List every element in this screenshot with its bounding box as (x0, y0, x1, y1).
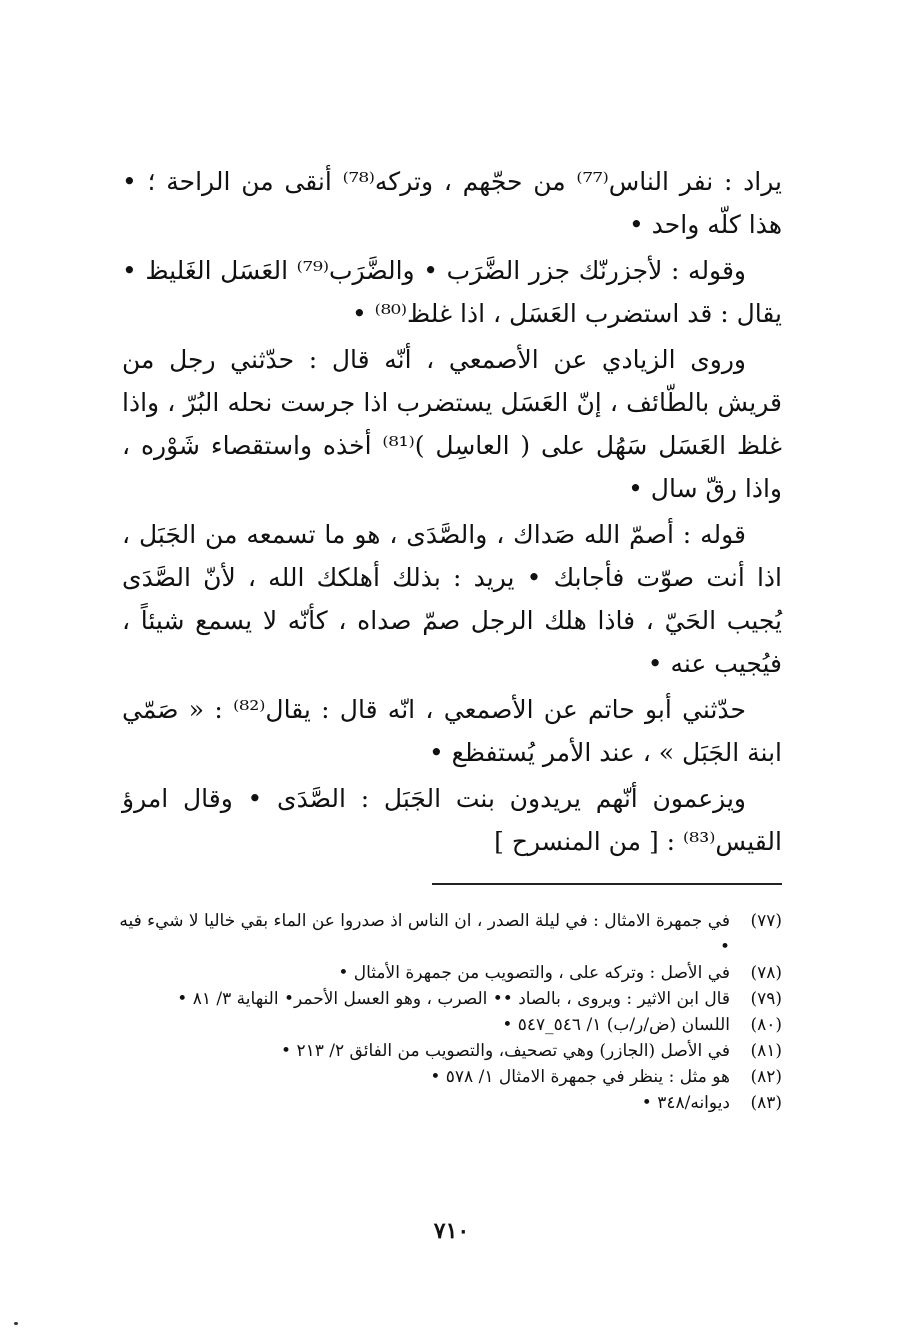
footnote (118, 1064, 782, 1090)
paragraph-6: ويزعمون أنّهم يريدون بنت الجَبَل : الصَّدَى • وقال امرؤ القيس⁽⁸³⁾ : [ من المنسرح ] (122, 784, 782, 856)
footnote-number: (٧٧) (750, 911, 782, 931)
page-number: ٧١٠ (433, 1218, 470, 1244)
footnote (118, 1038, 782, 1064)
footnote-text: في الأصل : وتركه على ، والتصويب من جمهرة الأمثال • (338, 963, 730, 983)
main-text (122, 160, 782, 866)
scan-speck (14, 1322, 18, 1325)
paragraph-4: قوله : أصمّ الله صَداك ، والصَّدَى ، هو ما تسمعه من الجَبَل ، اذا أنت صوّت فأجابك • يريد : بذلك أهلكك الله ، لأنّ الصَّدَى يُجيب الحَيّ ، فاذا هلك الرجل صمّ صداه ، كأنّه لا يسمع شيئاً ، فيُجيب عنه • (122, 520, 782, 678)
footnotes (118, 908, 782, 1116)
footnote-number: (٧٨) (750, 963, 782, 983)
footnote-text: هو مثل : ينظر في جمهرة الامثال ١/ ٥٧٨ • (430, 1067, 730, 1087)
footnote-number: (٧٩) (750, 989, 782, 1009)
footnote-text: اللسان (ض/ر/ب) ١/ ٥٤٦_٥٤٧ • (502, 1015, 730, 1035)
footnote (118, 960, 782, 986)
paragraph-3: وروى الزيادي عن الأصمعي ، أنّه قال : حدّثني رجل من قريش بالطّائف ، إنّ العَسَل يستضرب اذا جرست نحله البُرّ ، واذا غلظ العَسَل سَهُل على ( العاسِل )⁽⁸¹⁾ أخذه واستقصاء شَوْره ، واذا رقّ سال • (122, 345, 783, 503)
footnote-text: في الأصل (الجازر) وهي تصحيف، والتصويب من الفائق ٢/ ٢١٣ • (281, 1041, 730, 1061)
footnote-text: قال ابن الاثير : ويروى ، بالصاد •• الصرب ، وهو العسل الأحمر• النهاية ٣/ ٨١ • (177, 989, 730, 1009)
footnote-number: (٨٠) (750, 1015, 782, 1035)
footnote (118, 1090, 782, 1116)
footnote-text: ديوانه/٣٤٨ • (641, 1093, 730, 1113)
footnote-number: (٨١) (750, 1041, 782, 1061)
footnote (118, 986, 782, 1012)
paragraph-5: حدّثني أبو حاتم عن الأصمعي ، انّه قال : يقال⁽⁸²⁾ : « صَمّي ابنة الجَبَل » ، عند الأمر يُستفظع • (122, 695, 782, 767)
paragraph-2: وقوله : لأجزرنّك جزر الضَّرَب • والضَّرَب⁽⁷⁹⁾ العَسَل الغَليظ • يقال : قد استضرب العَسَل ، اذا غلظ⁽⁸⁰⁾ • (122, 256, 782, 328)
footnote-number: (٨٢) (750, 1067, 782, 1087)
footnote-separator (432, 883, 782, 885)
footnote (118, 908, 782, 960)
paragraph-1: يراد : نفر الناس⁽⁷⁷⁾ من حجّهم ، وتركه⁽⁷⁸⁾ أنقى من الراحة ؛ • هذا كلّه واحد • (122, 167, 782, 239)
footnote (118, 1012, 782, 1038)
footnote-number: (٨٣) (750, 1093, 782, 1113)
footnote-text: في جمهرة الامثال : في ليلة الصدر ، ان الناس اذ صدروا عن الماء بقي خاليا لا شيء فيه • (119, 911, 730, 957)
